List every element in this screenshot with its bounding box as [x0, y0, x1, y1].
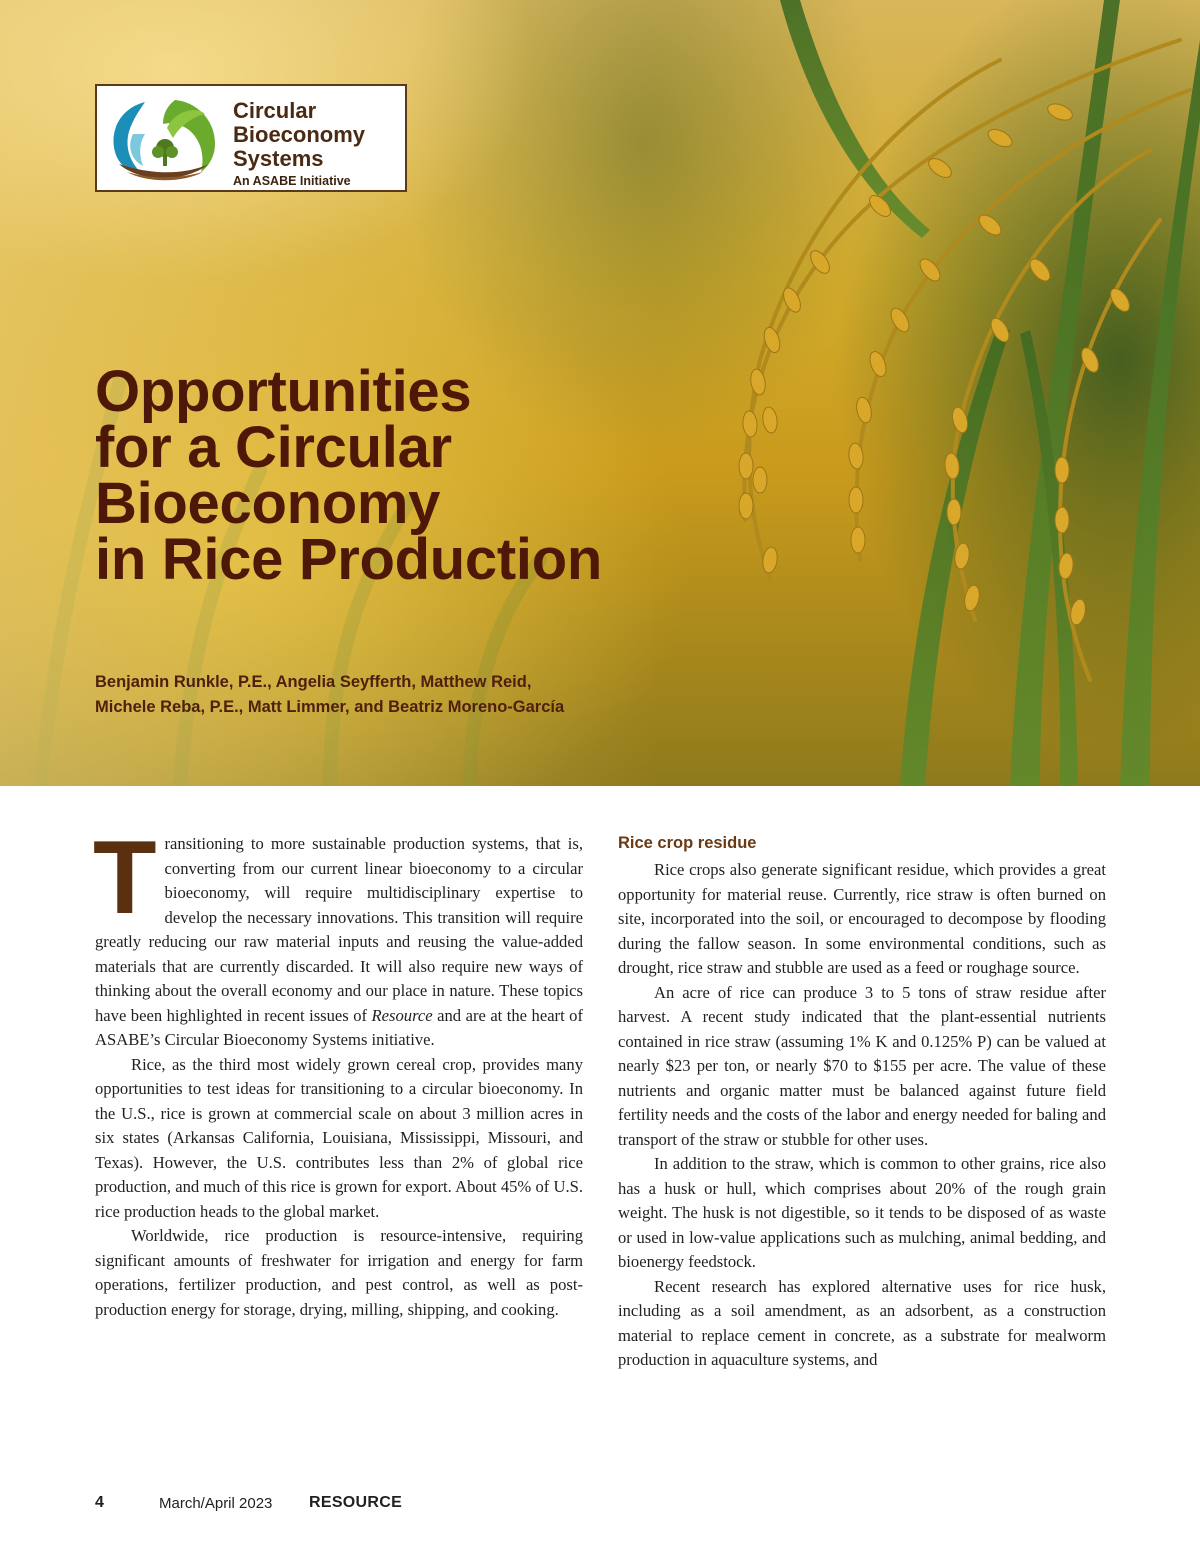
logo-text-line2: Bioeconomy	[233, 122, 366, 147]
title-line: Opportunities	[95, 359, 472, 424]
title-line: in Rice Production	[95, 527, 602, 592]
magazine-reference: Resource	[371, 1005, 433, 1025]
paragraph-husk: In addition to the straw, which is common to other grains, rice also has a husk or hull, which comprises about 20% of the rough grain weight. The husk is not digestible, so it tends to be disposed of as waste or used in low-value applications such as mulching, animal bedding, and bioenergy feedstock.	[618, 1154, 1106, 1271]
circular-bioeconomy-logo	[95, 84, 407, 192]
logo-subtitle: An ASABE Initiative	[233, 174, 351, 188]
paragraph-straw-value: An acre of rice can produce 3 to 5 tons of straw residue after harvest. A recent study indicated that the plant-essential nutrients contained in rice straw (assuming 1% K and 0.125% P) can be valued at nearly $23 per ton, or nearly $70 to $155 per acre. The value of these nutrients and organic matter must be balanced against future field fertility needs and the costs of the labor and energy needed for baling and transport of the straw or stubble for other uses.	[618, 982, 1106, 1149]
intro-text-b: and are at the heart of ASABE’s Circular Bioeconomy Systems initiative.	[95, 1005, 584, 1049]
paragraph-husk-research: Recent research has explored alternative uses for rice husk, including as a soil amendment, as an adsorbent, as a construction material to replace cement in concrete, as a substrate for mealworm production in aquaculture systems, and	[618, 1276, 1106, 1369]
page-number: 4	[95, 1494, 104, 1511]
drop-cap: T	[93, 820, 157, 936]
body-column-left	[93, 820, 584, 1322]
author-byline	[95, 670, 855, 720]
intro-text-a: ransitioning to more sustainable production systems, that is, converting from our current linear bioeconomy to a circular bioeconomy, will require multidisciplinary expertise to develop the necessary innovations. This transition will require greatly reducing our raw material inputs and reusing the value-added materials that are currently discarded. It will also require new ways of thinking about the overall economy and our place in nature. These topics have been highlighted in recent issues of	[95, 834, 583, 1025]
bioeconomy-emblem-icon	[105, 94, 229, 184]
author-line: Benjamin Runkle, P.E., Angelia Seyfferth, Matthew Reid,	[95, 673, 532, 691]
magazine-name: RESOURCE	[309, 1494, 403, 1511]
body-column-right	[618, 832, 1106, 1373]
author-line: Michele Reba, P.E., Matt Limmer, and Beatriz Moreno-García	[95, 698, 565, 716]
intro-paragraph	[93, 820, 584, 1053]
logo-text-line1: Circular	[233, 98, 317, 123]
paragraph-rice-cereal: Rice, as the third most widely grown cereal crop, provides many opportunities to test ideas for transitioning to a circular bioeconomy. In the U.S., rice is grown at commercial scale on about 3 million acres in six states (Arkansas California, Louisiana, Mississippi, Missouri, and Texas). However, the U.S. contributes less than 2% of global rice production, and much of this rice is grown for export. About 45% of U.S. rice production heads to the global market.	[95, 1054, 583, 1221]
issue-date: March/April 2023	[159, 1495, 273, 1512]
article-title	[95, 359, 855, 592]
paragraph-residue: Rice crops also generate significant residue, which provides a great opportunity for material reuse. Currently, rice straw is often burned on site, incorporated into the soil, or encouraged to decompose by flooding during the fallow season. In some environmental conditions, such as drought, rice straw and stubble are used as a feed or roughage source.	[618, 860, 1106, 977]
title-line: for a Circular	[95, 415, 452, 480]
section-heading: Rice crop residue	[618, 834, 757, 852]
title-line: Bioeconomy	[95, 471, 441, 536]
logo-text-line3: Systems	[233, 146, 324, 171]
paragraph-worldwide: Worldwide, rice production is resource-intensive, requiring significant amounts of freshwater for irrigation and energy for farm operations, fertilizer production, and pest control, as well as post-production energy for storage, drying, milling, shipping, and cooking.	[95, 1226, 583, 1319]
